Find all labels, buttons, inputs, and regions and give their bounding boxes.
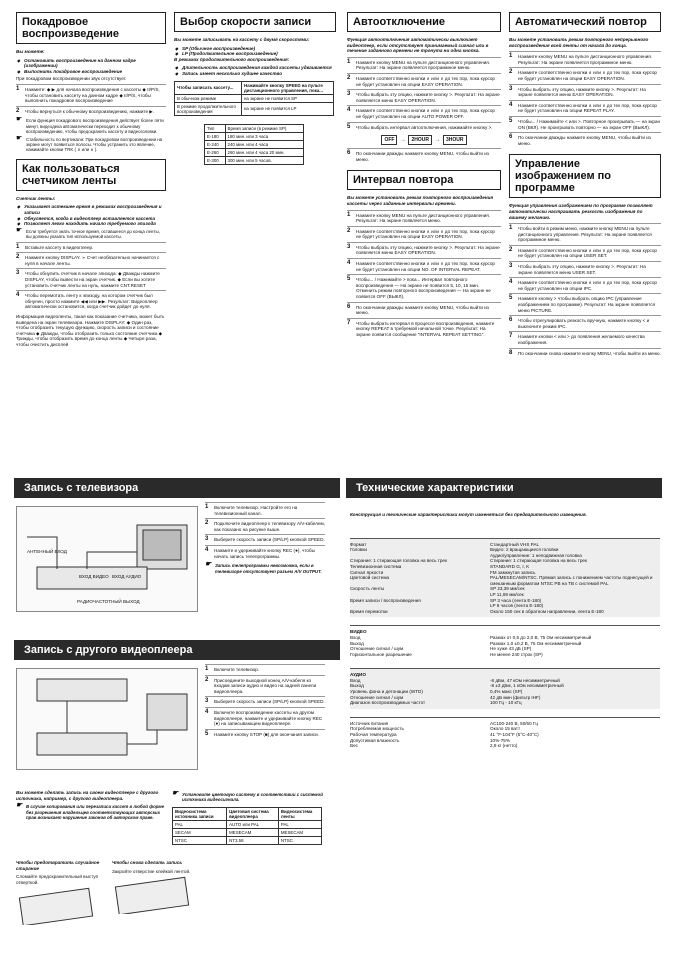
autooff-step: 4 Нажмите соответственно кнопки ∧ или ∨ до тех пор, пока курсор не будет установлен на опции AUTO POWER OFF. bbox=[347, 105, 501, 121]
rec-vcr-steps bbox=[205, 664, 325, 739]
protect-text: Сломайте предохранительный выступ отверткой. bbox=[16, 874, 99, 885]
vcr-connection-illustration bbox=[17, 669, 197, 769]
autooff-title: Автоотключение bbox=[347, 12, 501, 32]
counter-step: 4 Чтобы перемотать ленту к эпизоду, на котором счетчик был обнулен, просто нажмите ◀◀ или ▶▶. Результат: Видеоплеер автоматически остановится, когда счетчик дойдет до нуля. bbox=[16, 290, 166, 312]
speed-bullet: ◆ Длительность воспроизведения каждой кассеты удваивается bbox=[174, 65, 336, 71]
repeat-interval-intro: Вы можете установить режим повторного воспроизведения кассеты через заданные интервалы времени. bbox=[347, 195, 494, 206]
repeat-step: 3 Чтобы выбрать эту опцию, нажмите кнопку >. Результат: На экране появляется меню EASY OPERATION. bbox=[347, 242, 501, 258]
specs-general: Формат Стандартный VHS PAL Головки Видео: 2 вращающиеся головки Аудио/управление: 1 неподвижная головка Стирание: 1 стирающая головка на весь трек Стирание: 1 стирающая головка на весь трек Телевизионная система STANDARD G, I, K Сигнал яркости FM замкнутая запись Цветовой система PAL/MESECAM/NTSC. Прямая запись с понижением частоты поднесущей и смешанным форматом NTSC PB на TB с системой PAL Скорость ленты SP 23,39 мм/сек LP 11,69 мм/сек Время записи / воспроизведения SP 3 часа (лента E-180) LP 6 часов (лента E-180) Время перемотки Около 150 сек в обратном направлении, лента E-180 bbox=[350, 538, 660, 618]
rec-vcr-step: 3 Выберите скорость записи (SP/LP) кнопкой SPEED. bbox=[205, 696, 325, 707]
rec-tv-diagram bbox=[16, 506, 198, 612]
label-rf-out: РАДИОЧАСТОТНЫЙ ВЫХОД bbox=[77, 599, 140, 604]
counter-tip: ☛ Если требуется знать точное время, оставшееся до конца ленты, вы должны указать тип используемой кассеты. bbox=[16, 229, 166, 240]
speed-intro: Вы можете записывать на кассету с двумя скоростями: bbox=[174, 37, 310, 42]
playback-title: Покадровое воспроизведение bbox=[16, 12, 166, 44]
picture-step: 5 Нажмите кнопку > чтобы выбрать опцию IPC (управление изображением по программе). Результат: На экране появляется меню PICTURE. bbox=[509, 293, 661, 315]
auto-repeat-title: Автоматический повтор bbox=[509, 12, 661, 32]
rerecord-tip bbox=[112, 860, 202, 919]
rec-vcr-step: 5 Нажмите кнопку STOP (■) для окончания записи. bbox=[205, 729, 325, 740]
playback-tip: ☛ Если функция покадрового воспроизведения действует более пяти минут, видеодека автоматически переходит к обычному воспроизведению, чтобы предохранить кассету и видеоголовки. bbox=[16, 118, 166, 134]
rerecord-title: Чтобы снова сделать запись bbox=[112, 860, 183, 865]
protect-title: Чтобы предотвратить случайное стирание bbox=[16, 860, 100, 871]
repeat-interval-title: Интервал повтора bbox=[347, 170, 501, 190]
counter-step: 3 Чтобы обнулить счетчик в начале эпизода: ◆ Дважды нажмите DISPLAY, чтобы вывести на экран счетчик. ◆ Если вы хотите установить счетчик ленты на нуль, нажмите CNT.RESET bbox=[16, 268, 166, 290]
repeat-step: 5 Чтобы... / Нажимайте > пока... Интервал повторного воспроизведения — На экране не появится 5, 10, 15 мин. Отменить режим повторного воспроизведения — На экране не появится OFF (ВЫКЛ). bbox=[347, 274, 501, 301]
auto-repeat-step: 3 Чтобы выбрать эту опцию, нажмите кнопку >. Результат: На экране появляется меню EASY OPERATION. bbox=[509, 84, 661, 100]
picture-step: 2 Нажмите соответственно кнопки ∧ или ∨ до тех пор, пока курсор не будет установлен на опции USER SET. bbox=[509, 245, 661, 261]
picture-step: 4 Нажмите соответственно кнопки ∧ или ∨ до тех пор, пока курсор не будет установлен на опции IPC. bbox=[509, 277, 661, 293]
tv-connection-illustration bbox=[17, 507, 197, 611]
speed-title: Выбор скорости записи bbox=[174, 12, 336, 32]
playback-bullet: ◆ Остановить воспроизведение на данном кадре (изображении) bbox=[16, 58, 166, 69]
counter-step: 1 Вставьте кассету в видеоплеер. bbox=[16, 242, 166, 253]
repeat-step: 7 Чтобы выбрать интервал в процессе воспроизведения, нажмите кнопку REPEAT в требуемой начальной точке. Результат: На экране появится сообщение "INTERVAL REPEAT SETTING". bbox=[347, 318, 501, 340]
speed-table: Чтобы записать кассету... Нажимайте кнопку SPEED на пульте дистанционного управления, пока... В обычном режиме на экране не появится SP В режиме продолжительного воспроизведения на экране не появится LP bbox=[174, 81, 334, 116]
repeat-step: 6 По окончании дважды нажмите кнопку MENU, чтобы выйти из меню. bbox=[347, 302, 501, 318]
autooff-step: 3 Чтобы выбрать эту опцию, нажмите кнопку >. Результат: На экране появляется меню EASY OPERATION. bbox=[347, 89, 501, 105]
playback-sound-note: При покадровом воспроизведении звук отсутствует. bbox=[16, 76, 127, 82]
picture-step: 8 По окончании снова нажмите кнопку MENU, чтобы выйти из меню. bbox=[509, 348, 661, 359]
autooff-step: 5 Чтобы выбрать интервал автоотключения, нажимайте кнопку >. bbox=[347, 122, 501, 133]
specs-power: Источник питания AC100-240 В, 50/60 Гц Потребляемая мощность Около 15 ватт Рабочая температура 41 °F-104°F (5°C-40°C) Допустимая влажность 10%-75% Вес 2,8 кг (нетто) bbox=[350, 717, 660, 752]
rec-tv-step: 4 Нажмите и удерживайте кнопку REC (●), чтобы начать запись телепрограммы. bbox=[205, 545, 325, 561]
label-video-in: ВХОД ВИДЕО bbox=[79, 574, 109, 579]
rec-vcr-step: 1 Включите телевизор. bbox=[205, 664, 325, 675]
rec-tv-step: 1 Включите телевизор. Настройте его на телевизионный канал. bbox=[205, 502, 325, 518]
autooff-step: 2 Нажмите соответственно кнопки ∧ или ∨ до тех пор, пока курсор не будет установлен на опции EASY OPERATION. bbox=[347, 73, 501, 89]
counter-bullet: ◆ Обнуляется, когда в видеоплеер вставляется кассета bbox=[16, 216, 166, 222]
specs-note: Конструкция и технические характеристики могут изменяться без предварительного извещения. bbox=[350, 512, 587, 517]
playback-intro: Вы можете: bbox=[16, 49, 45, 54]
color-system bbox=[172, 790, 332, 845]
rec-tv-step: 3 Выберите скорость записи (SP/LP) кнопкой SPEED. bbox=[205, 534, 325, 545]
rec-tv-steps bbox=[205, 502, 325, 576]
counter-step: 2 Нажмите кнопку DISPLAY. ➢ Счет необязательно начинается с нуля в начале ленты. bbox=[16, 252, 166, 268]
color-system-table: Видеосистема источника записи Цветовая система видеоплеера Видеосистема ленты PAL AUTO или PAL PAL SECAM MESECAM MESECAM NTSC NT3.58 NTSC bbox=[172, 807, 322, 845]
specs-audio: АУДИО Вход -8 дБм, 47 кОм несимметричный Выход -8 ±3 дБм, 1 кОм несимметричный Уровень фона и детонации (WTD) 0,4% макс (SP) Отношение сигнал / шум 42 дБ мин (фильтр IHF) Диапазон воспроизводимых частот 100 Гц - 10 кГц bbox=[350, 668, 660, 709]
speed-bullet: ◆ Запись имеет несколько худшее качество bbox=[174, 71, 336, 77]
auto-repeat-step: 6 По окончании дважды нажмите кнопку MENU, чтобы выйти из меню. bbox=[509, 132, 661, 148]
playback-section bbox=[16, 12, 166, 347]
rec-tv-note: ☛ Запись телепрограммы невозможна, если в телевизоре отсутствует разъем A/V OUTPUT. bbox=[205, 563, 325, 574]
rec-vcr-warn: Вы можете сделать запись на своем видеоплеере с другого источника, например, с другого видеоплеера. bbox=[16, 790, 159, 801]
speed-mode-label: В режимах продолжительного воспроизведения: bbox=[174, 56, 290, 62]
playback-tip: ☛ Стабильность по вертикали: При покадровом воспроизведении на экране могут появиться полосы. Чтобы устранить это явление, нажимайте кнопки TRK ( ∨ или ∧ ). bbox=[16, 137, 166, 153]
autooff-step: 6 По окончании дважды нажмите кнопку MENU, чтобы выйти из меню. bbox=[347, 148, 501, 164]
auto-repeat-intro: Вы можете установить режим повторного непрерывного воспроизведения всей ленты от начала до конца. bbox=[509, 37, 649, 48]
rec-tv-title: Запись с телевизора bbox=[14, 478, 340, 498]
label-antenna: АНТЕННЫЙ ВХОД bbox=[27, 549, 67, 554]
picture-step: 6 Чтобы отрегулировать резкость вручную, нажмите кнопку < и выключите режим IPC. bbox=[509, 315, 661, 331]
protect-tip bbox=[16, 860, 106, 930]
tape-type-table: Тип Время записи (в режиме SP) E-180 180 мин. или 3 часа E-240 240 мин. или 4 часа E-260 260 мин. или 4 часа 20 мин. E-300 300 мин. или 5 часов. bbox=[204, 124, 304, 165]
rec-tv-step: 2 Подключите видеоплеер к телевизору A/V-кабелем, как показано на рисунке выше. bbox=[205, 518, 325, 534]
rerecord-text: Закройте отверстие клейкой лентой. bbox=[112, 868, 191, 874]
auto-repeat-step: 5 Чтобы... / Нажимайте < или >. Повторное проигрывать — на экран ON (ВКЛ). Не проигрывать повторно — на экран OFF (ВЫКЛ). bbox=[509, 116, 661, 132]
specs-table bbox=[350, 512, 660, 752]
picture-step: 1 Чтобы войти в режим меню, нажмите кнопку MENU на пульте дистанционного управления. Результат: На экране появляется программное меню. bbox=[509, 223, 661, 245]
rec-vcr-step: 4 Включите воспроизведение кассеты на другом видеоплеере, нажмите и удерживайте кнопку REC (●) на записывающем видеоплеере. bbox=[205, 707, 325, 729]
rec-vcr-diagram bbox=[16, 668, 198, 770]
counter-info: Информация видеоленты, такая как показание счетчика, может быть выведена на экран телевизора. Нажмите DISPLAY: ◆ Один раз, чтобы отобразить текущую функцию, скорость записи и состояние счетчика ◆ Дважды, чтобы отобразить только состояние счетчика ◆ Трижды, чтобы отобразить время до конца ленты ◆ Четыре раза, чтобы очистить дисплей bbox=[16, 313, 165, 347]
cassette-icon bbox=[112, 874, 192, 914]
repeat-step: 4 Нажмите соответственно кнопки ∧ или ∨ до тех пор, пока курсор не будет установлен на опции NO. OF INTERVAL REPEAT. bbox=[347, 258, 501, 274]
auto-repeat-step: 1 Нажмите кнопку MENU на пульте дистанционного управления. Результат: На экране появляется программное меню. bbox=[509, 51, 661, 67]
rec-vcr-step: 2 Присоедините выходной конец A/V-кабеля ко входам записи аудио и видео на задней панели видеоплеера. bbox=[205, 675, 325, 697]
picture-intro: Функция управления изображением по программе позволяет автоматически настраивать резкость изображения по вашему желанию. bbox=[509, 203, 653, 220]
copyright-note: ☛ В случае копирования или перезаписи кассет в любой форме без разрешения владельцев соответствующих авторских прав возникает нарушение законов об авторском праве. bbox=[16, 804, 166, 820]
auto-repeat-step: 4 Нажмите соответственно кнопки ∧ или ∨ до тех пор, пока курсор не будет установлен на опции REPEAT PLAY. bbox=[509, 100, 661, 116]
rec-vcr-notes bbox=[16, 790, 166, 822]
autooff-section bbox=[347, 12, 501, 340]
autooff-intro: Функция автоотключения автоматически выключает видеоплеер, если отсутствует принимаемый сигнал или в течение заданного времени не тронута ни одна кнопка. bbox=[347, 37, 489, 54]
picture-step: 7 Нажмите кнопки < или > до появления желаемого качества изображения. bbox=[509, 331, 661, 347]
playback-step: 2 Чтобы вернуться к обычному воспроизведению, нажмите ▶. bbox=[16, 106, 166, 117]
autooff-cycle: OFF → 2HOUR → 3HOUR bbox=[347, 135, 501, 145]
speed-section bbox=[174, 12, 336, 165]
playback-bullet: ◆ Выполнить покадровое воспроизведение bbox=[16, 69, 166, 75]
rec-vcr-title: Запись с другого видеоплеера bbox=[14, 640, 340, 660]
color-note: ☛ Установите цветовую систему в соответствии с системой источника видеосигнала. bbox=[172, 792, 332, 803]
counter-intro: Счетчик ленты: bbox=[16, 195, 56, 201]
playback-step: 1 Нажмите: ◆ ▶ для начала воспроизведения с кассеты ◆ II/P/S, чтобы остановить кассету на данном кадре ◆ II/P/S, чтобы выполнить покадровое воспроизведение bbox=[16, 84, 166, 106]
speed-bullet: ◆ SP (Обычное воспроизведение) bbox=[174, 46, 336, 52]
picture-step: 3 Чтобы выбрать эту опцию, нажмите кнопку >. Результат: На экране появляется меню USER SET. bbox=[509, 261, 661, 277]
label-audio-in: ВХОД АУДИО bbox=[112, 574, 142, 579]
auto-repeat-step: 2 Нажмите соответственно кнопки ∧ или ∨ до тех пор, пока курсор не будет установлен на опции EASY OPERATION. bbox=[509, 67, 661, 83]
auto-repeat-section bbox=[509, 12, 661, 358]
specs-title: Технические характеристики bbox=[346, 478, 662, 498]
repeat-step: 2 Нажмите соответственно кнопки ∧ или ∨ до тех пор, пока курсор не будет установлен на опции EASY OPERATION. bbox=[347, 226, 501, 242]
repeat-step: 1 Нажмите кнопку MENU на пульте дистанционного управления. Результат: На экране появляется меню. bbox=[347, 210, 501, 226]
picture-title: Управление изображением по программе bbox=[509, 154, 661, 198]
speed-bullet: ◆ LP (Продолжительное воспроизведение) bbox=[174, 51, 336, 57]
counter-bullet: ◆ Указывает истекшее время в режимах воспроизведения и записи bbox=[16, 204, 166, 215]
counter-bullet: ◆ Позволяет легко находить начало требуемого эпизода bbox=[16, 221, 166, 227]
counter-title: Как пользоваться счетчиком ленты bbox=[16, 159, 166, 191]
specs-video: ВИДЕО Вход Размах от 0,5 до 2,0 В, 75 Ом несимметричный Выход Размах 1,0 ±0,2 В, 75 Ом несимметричный Отношение сигнал / шум Не хуже 43 дБ (SP) Горизонтальное разрешение Не менее 240 строк (SP) bbox=[350, 625, 660, 660]
autooff-step: 1 Нажмите кнопку MENU на пульте дистанционного управления. Результат: На экране появляется программное меню. bbox=[347, 57, 501, 73]
cassette-icon bbox=[16, 885, 96, 925]
